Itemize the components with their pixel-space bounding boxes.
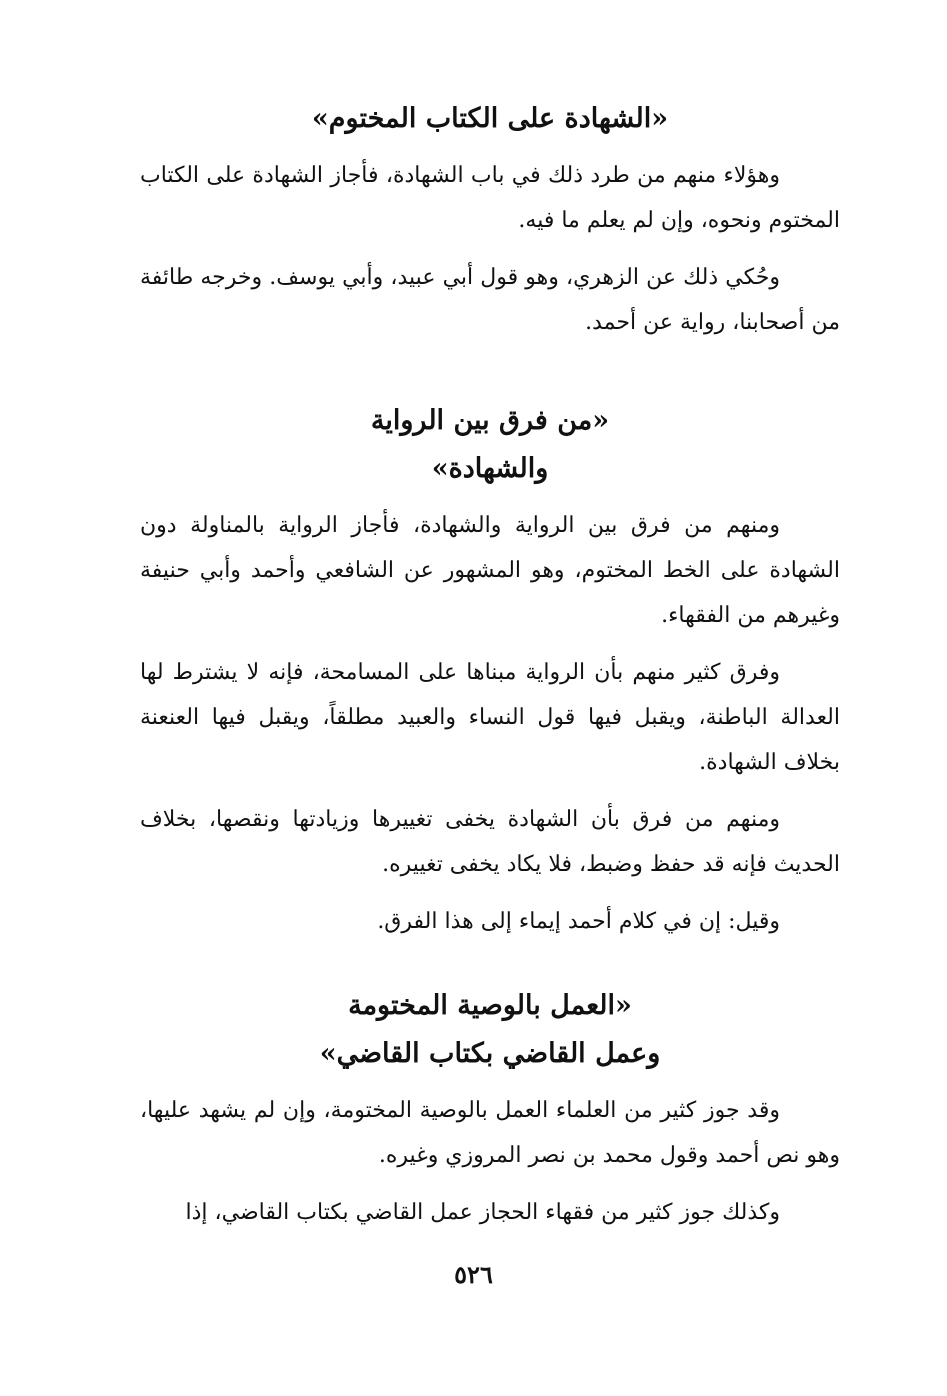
heading-line: والشهادة»: [431, 453, 549, 484]
section-heading-1: [140, 95, 840, 143]
paragraph: ومنهم من فرق بين الرواية والشهادة، فأجاز الرواية بالمناولة دون الشهادة على الخط المختوم، وهو المشهور عن الشافعي وأحمد وأبي حنيفة وغيرهم من الفقهاء.: [140, 513, 840, 628]
paragraph: وقد جوز كثير من العلماء العمل بالوصية المختومة، وإن لم يشهد عليها، وهو نص أحمد وقول محمد بن نصر المروزي وغيره.: [140, 1098, 840, 1168]
section-heading-2: [140, 397, 840, 493]
paragraph: وفرق كثير منهم بأن الرواية مبناها على المسامحة، فإنه لا يشترط لها العدالة الباطنة، ويقبل فيها قول النساء والعبيد مطلقاً، ويقبل فيها العنعنة بخلاف الشهادة.: [140, 660, 840, 775]
paragraph: وهؤلاء منهم من طرد ذلك في باب الشهادة، فأجاز الشهادة على الكتاب المختوم ونحوه، وإن لم يعلم ما فيه.: [140, 163, 840, 233]
section-heading-3: [140, 982, 840, 1078]
paragraph: وقيل: إن في كلام أحمد إيماء إلى هذا الفرق.: [377, 909, 780, 934]
heading-line: وعمل القاضي بكتاب القاضي»: [319, 1038, 661, 1069]
page-number: ٥٢٦: [454, 1260, 493, 1289]
paragraph: وحُكي ذلك عن الزهري، وهو قول أبي عبيد، وأبي يوسف. وخرجه طائفة من أصحابنا، رواية عن أحمد.: [140, 265, 840, 335]
heading-line: «من فرق بين الرواية: [370, 405, 610, 436]
heading-line: «الشهادة على الكتاب المختوم»: [311, 103, 669, 134]
paragraph: ومنهم من فرق بأن الشهادة يخفى تغييرها وزيادتها ونقصها، بخلاف الحديث فإنه قد حفظ وضبط، فلا يكاد يخفى تغييره.: [140, 807, 840, 877]
paragraph: وكذلك جوز كثير من فقهاء الحجاز عمل القاضي بكتاب القاضي، إذا: [185, 1200, 780, 1225]
page-body: [140, 95, 840, 1247]
heading-line: «العمل بالوصية المختومة: [348, 990, 632, 1021]
